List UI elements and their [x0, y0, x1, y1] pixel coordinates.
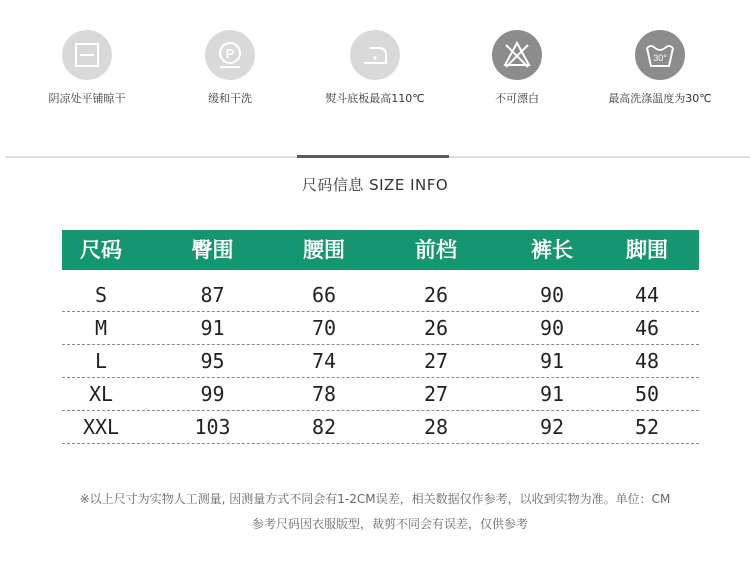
iron-icon — [350, 30, 400, 80]
table-cell: 27 — [423, 349, 449, 373]
care-instructions — [0, 30, 750, 110]
flat-dry-shade-icon — [62, 30, 112, 80]
column-header: 裤长 — [531, 238, 573, 262]
table-cell: 27 — [423, 382, 449, 406]
wash-30-icon — [635, 30, 685, 80]
measurement-note: ※以上尺寸为实物人工测量, 因测量方式不同会有1-2CM误差，相关数据仅作参考，以收到实物为准。单位：CM — [79, 492, 671, 506]
table-row — [62, 411, 699, 444]
table-cell: 50 — [634, 382, 660, 406]
table-cell: 91 — [200, 316, 225, 340]
table-cell: XXL — [82, 415, 120, 439]
table-cell: M — [94, 316, 108, 340]
table-cell: 70 — [311, 316, 337, 340]
table-cell: 91 — [539, 382, 565, 406]
reference-note: 参考尺码因衣服版型，裁剪不同会有误差，仅供参考 — [251, 517, 528, 531]
column-header: 臀围 — [191, 238, 234, 262]
wash-temperature: 30° — [653, 53, 667, 63]
table-cell: 46 — [634, 316, 660, 340]
table-cell: 74 — [311, 349, 337, 373]
table-row — [62, 279, 699, 312]
table-row — [62, 312, 699, 345]
section-divider-accent — [297, 155, 449, 158]
table-cell: 90 — [539, 316, 565, 340]
table-cell: 52 — [634, 415, 660, 439]
table-cell: S — [94, 283, 108, 307]
gentle-dry-clean-icon — [205, 30, 255, 80]
care-label: 缓和干洗 — [208, 92, 252, 105]
table-cell: 44 — [634, 283, 660, 307]
table-row — [62, 345, 699, 378]
no-bleach-icon — [492, 30, 542, 80]
table-cell: 26 — [423, 316, 449, 340]
column-header: 尺码 — [80, 238, 122, 262]
table-row — [62, 378, 699, 411]
table-cell: 48 — [634, 349, 660, 373]
care-label: 熨斗底板最高110℃ — [325, 92, 425, 105]
table-body — [62, 279, 699, 444]
table-cell: 103 — [194, 415, 231, 439]
care-item-dry-clean — [165, 30, 295, 106]
svg-text:P: P — [225, 46, 235, 61]
care-item-no-bleach — [452, 30, 582, 106]
column-header: 前档 — [415, 238, 457, 262]
table-cell: L — [94, 349, 108, 373]
size-table — [62, 230, 699, 444]
table-cell: 87 — [200, 283, 225, 307]
table-cell: 66 — [311, 283, 337, 307]
care-item-wash-30 — [595, 30, 725, 106]
table-cell: 99 — [200, 382, 225, 406]
table-cell: 90 — [539, 283, 565, 307]
table-cell: 92 — [539, 415, 565, 439]
care-item-iron — [310, 30, 440, 106]
table-cell: 82 — [311, 415, 337, 439]
column-header: 脚围 — [626, 238, 668, 262]
column-header: 腰围 — [303, 238, 345, 262]
care-label: 不可漂白 — [495, 92, 539, 105]
care-label: 阴凉处平铺晾干 — [48, 92, 126, 105]
section-title: 尺码信息 SIZE INFO — [301, 176, 449, 194]
table-header — [62, 230, 699, 270]
table-cell: 78 — [311, 382, 337, 406]
table-cell: XL — [88, 382, 114, 406]
care-label: 最高洗涤温度为30℃ — [608, 92, 712, 105]
table-cell: 28 — [423, 415, 449, 439]
care-item-flat-dry — [22, 30, 152, 106]
table-cell: 26 — [423, 283, 449, 307]
table-cell: 91 — [539, 349, 565, 373]
table-cell: 95 — [200, 349, 225, 373]
